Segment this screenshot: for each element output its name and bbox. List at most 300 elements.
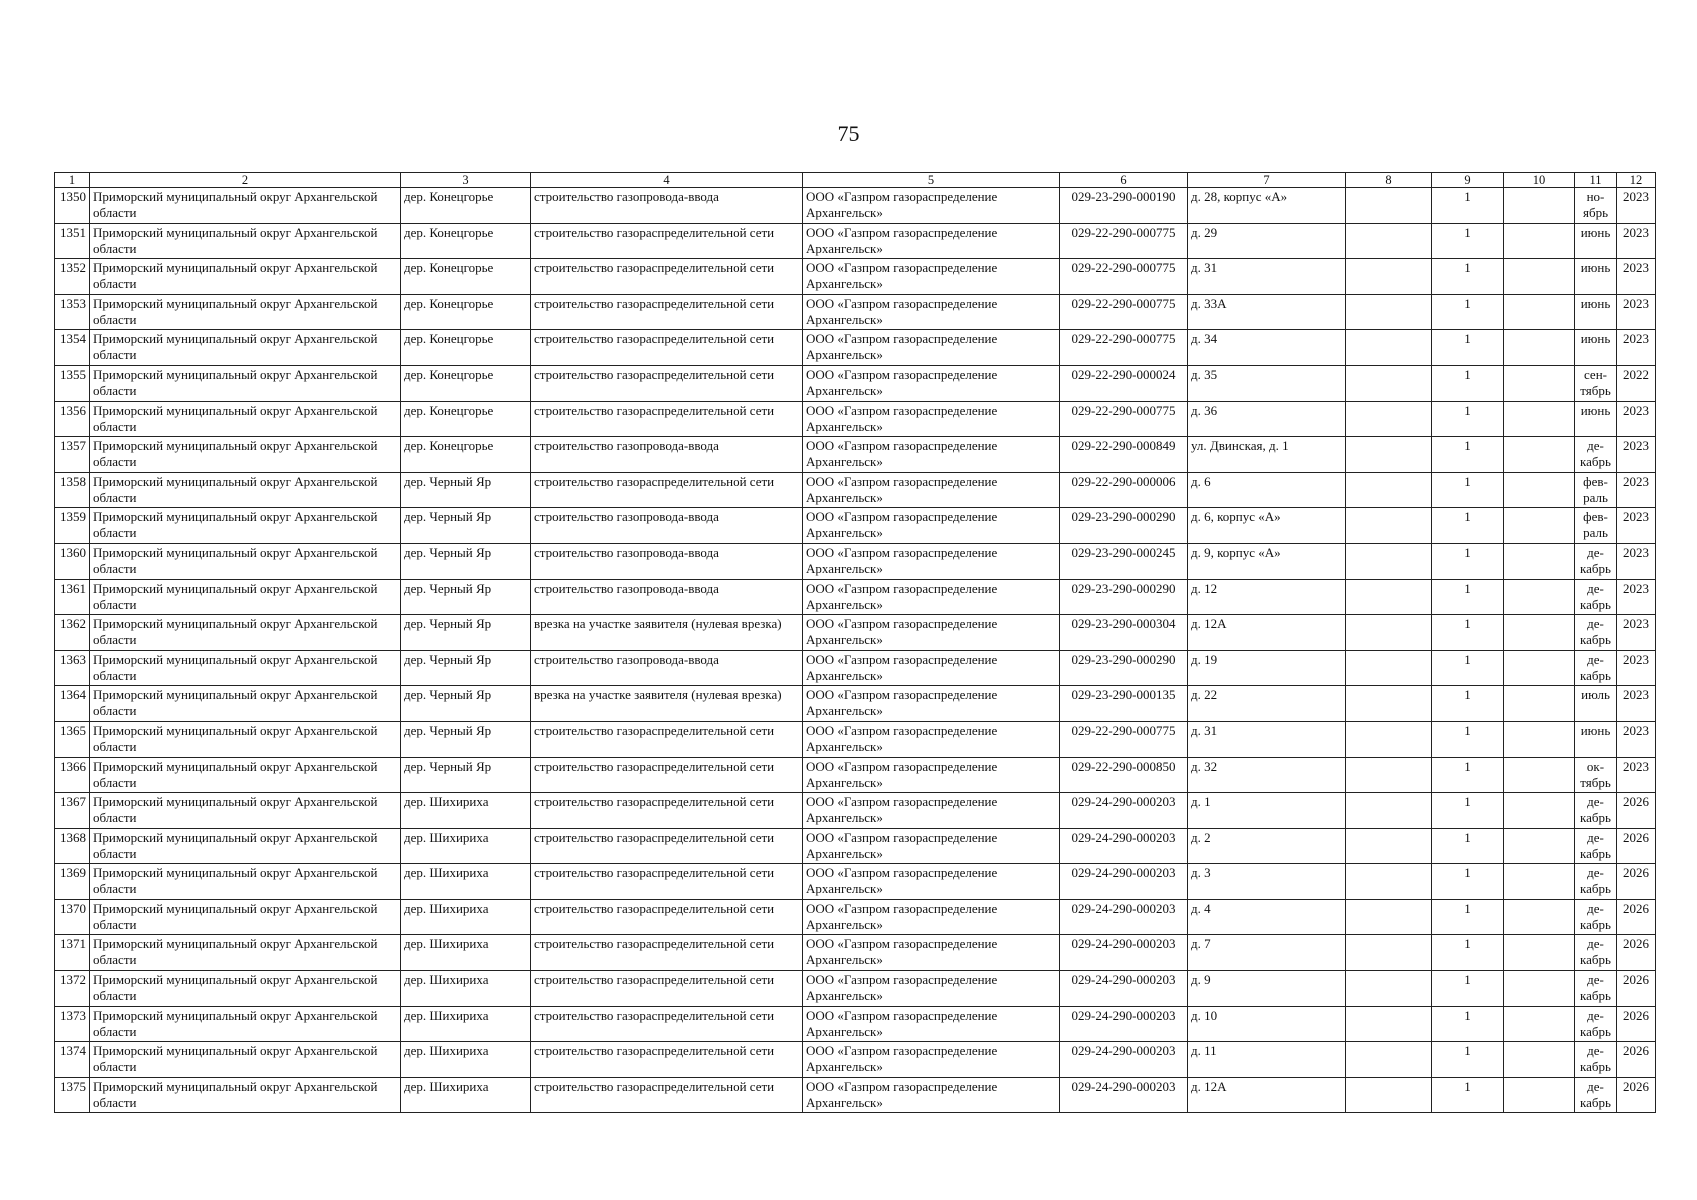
month-cell: но-ябрь [1575, 188, 1617, 224]
month-cell: де-кабрь [1575, 971, 1617, 1007]
row-number-cell: 1366 [55, 757, 90, 793]
col10-cell [1504, 365, 1575, 401]
col8-cell [1346, 793, 1432, 829]
address-cell: д. 31 [1188, 721, 1346, 757]
quantity-cell: 1 [1432, 935, 1504, 971]
work-type-cell: строительство газораспределительной сети [531, 1077, 803, 1113]
work-type-cell: строительство газопровода-ввода [531, 508, 803, 544]
col10-cell [1504, 757, 1575, 793]
district-cell: Приморский муниципальный округ Архангельской области [90, 757, 401, 793]
code-cell: 029-23-290-000190 [1060, 188, 1188, 224]
row-number-cell: 1369 [55, 864, 90, 900]
organization-cell: ООО «Газпром газораспределение Архангельск» [803, 899, 1060, 935]
code-cell: 029-23-290-000304 [1060, 615, 1188, 651]
col8-cell [1346, 508, 1432, 544]
col8-cell [1346, 650, 1432, 686]
year-cell: 2023 [1617, 472, 1656, 508]
column-header: 12 [1617, 173, 1656, 188]
code-cell: 029-22-290-000775 [1060, 259, 1188, 295]
organization-cell: ООО «Газпром газораспределение Архангельск» [803, 615, 1060, 651]
district-cell: Приморский муниципальный округ Архангельской области [90, 579, 401, 615]
code-cell: 029-23-290-000290 [1060, 508, 1188, 544]
col8-cell [1346, 757, 1432, 793]
year-cell: 2022 [1617, 365, 1656, 401]
district-cell: Приморский муниципальный округ Архангельской области [90, 1077, 401, 1113]
code-cell: 029-24-290-000203 [1060, 899, 1188, 935]
organization-cell: ООО «Газпром газораспределение Архангельск» [803, 259, 1060, 295]
address-cell: д. 19 [1188, 650, 1346, 686]
col8-cell [1346, 188, 1432, 224]
month-cell: де-кабрь [1575, 793, 1617, 829]
address-cell: д. 1 [1188, 793, 1346, 829]
settlement-cell: дер. Шихириха [401, 1077, 531, 1113]
month-cell: фев-раль [1575, 472, 1617, 508]
district-cell: Приморский муниципальный округ Архангельской области [90, 330, 401, 366]
col8-cell [1346, 294, 1432, 330]
month-cell: де-кабрь [1575, 437, 1617, 473]
organization-cell: ООО «Газпром газораспределение Архангельск» [803, 437, 1060, 473]
table-row [55, 793, 1656, 829]
code-cell: 029-23-290-000135 [1060, 686, 1188, 722]
address-cell: д. 9, корпус «А» [1188, 543, 1346, 579]
col10-cell [1504, 899, 1575, 935]
table-row [55, 1006, 1656, 1042]
month-cell: сен-тябрь [1575, 365, 1617, 401]
year-cell: 2026 [1617, 1042, 1656, 1078]
col8-cell [1346, 686, 1432, 722]
quantity-cell: 1 [1432, 401, 1504, 437]
col10-cell [1504, 864, 1575, 900]
col8-cell [1346, 1006, 1432, 1042]
organization-cell: ООО «Газпром газораспределение Архангельск» [803, 508, 1060, 544]
row-number-cell: 1372 [55, 971, 90, 1007]
address-cell: д. 9 [1188, 971, 1346, 1007]
year-cell: 2023 [1617, 223, 1656, 259]
table-row [55, 508, 1656, 544]
month-cell: де-кабрь [1575, 650, 1617, 686]
work-type-cell: строительство газораспределительной сети [531, 401, 803, 437]
table-row [55, 650, 1656, 686]
row-number-cell: 1367 [55, 793, 90, 829]
organization-cell: ООО «Газпром газораспределение Архангельск» [803, 971, 1060, 1007]
settlement-cell: дер. Черный Яр [401, 508, 531, 544]
settlement-cell: дер. Черный Яр [401, 579, 531, 615]
settlement-cell: дер. Конецгорье [401, 330, 531, 366]
column-header: 11 [1575, 173, 1617, 188]
row-number-cell: 1362 [55, 615, 90, 651]
code-cell: 029-22-290-000775 [1060, 721, 1188, 757]
district-cell: Приморский муниципальный округ Архангельской области [90, 188, 401, 224]
year-cell: 2026 [1617, 971, 1656, 1007]
settlement-cell: дер. Черный Яр [401, 615, 531, 651]
month-cell: де-кабрь [1575, 1077, 1617, 1113]
year-cell: 2026 [1617, 828, 1656, 864]
district-cell: Приморский муниципальный округ Архангельской области [90, 1006, 401, 1042]
quantity-cell: 1 [1432, 650, 1504, 686]
address-cell: д. 12А [1188, 1077, 1346, 1113]
code-cell: 029-23-290-000290 [1060, 579, 1188, 615]
organization-cell: ООО «Газпром газораспределение Архангельск» [803, 472, 1060, 508]
address-cell: д. 31 [1188, 259, 1346, 295]
quantity-cell: 1 [1432, 365, 1504, 401]
work-type-cell: строительство газораспределительной сети [531, 330, 803, 366]
district-cell: Приморский муниципальный округ Архангельской области [90, 793, 401, 829]
row-number-cell: 1350 [55, 188, 90, 224]
table-row [55, 1042, 1656, 1078]
district-cell: Приморский муниципальный округ Архангельской области [90, 1042, 401, 1078]
code-cell: 029-24-290-000203 [1060, 971, 1188, 1007]
settlement-cell: дер. Шихириха [401, 828, 531, 864]
month-cell: июнь [1575, 294, 1617, 330]
district-cell: Приморский муниципальный округ Архангельской области [90, 828, 401, 864]
work-type-cell: строительство газораспределительной сети [531, 828, 803, 864]
settlement-cell: дер. Черный Яр [401, 543, 531, 579]
month-cell: де-кабрь [1575, 864, 1617, 900]
year-cell: 2023 [1617, 650, 1656, 686]
table-row [55, 579, 1656, 615]
table-row [55, 828, 1656, 864]
quantity-cell: 1 [1432, 864, 1504, 900]
work-type-cell: строительство газораспределительной сети [531, 365, 803, 401]
year-cell: 2023 [1617, 437, 1656, 473]
code-cell: 029-22-290-000775 [1060, 223, 1188, 259]
settlement-cell: дер. Черный Яр [401, 472, 531, 508]
month-cell: июнь [1575, 330, 1617, 366]
month-cell: июнь [1575, 401, 1617, 437]
column-header: 2 [90, 173, 401, 188]
col8-cell [1346, 828, 1432, 864]
quantity-cell: 1 [1432, 508, 1504, 544]
col10-cell [1504, 1006, 1575, 1042]
settlement-cell: дер. Конецгорье [401, 294, 531, 330]
col10-cell [1504, 472, 1575, 508]
year-cell: 2023 [1617, 508, 1656, 544]
year-cell: 2023 [1617, 188, 1656, 224]
code-cell: 029-22-290-000775 [1060, 294, 1188, 330]
work-type-cell: строительство газораспределительной сети [531, 472, 803, 508]
organization-cell: ООО «Газпром газораспределение Архангельск» [803, 401, 1060, 437]
row-number-cell: 1363 [55, 650, 90, 686]
col10-cell [1504, 686, 1575, 722]
table-row [55, 1077, 1656, 1113]
address-cell: д. 12А [1188, 615, 1346, 651]
district-cell: Приморский муниципальный округ Архангельской области [90, 899, 401, 935]
quantity-cell: 1 [1432, 330, 1504, 366]
district-cell: Приморский муниципальный округ Архангельской области [90, 686, 401, 722]
col10-cell [1504, 650, 1575, 686]
quantity-cell: 1 [1432, 828, 1504, 864]
work-type-cell: строительство газопровода-ввода [531, 650, 803, 686]
district-cell: Приморский муниципальный округ Архангельской области [90, 401, 401, 437]
table-body [55, 188, 1656, 1113]
quantity-cell: 1 [1432, 793, 1504, 829]
row-number-cell: 1361 [55, 579, 90, 615]
district-cell: Приморский муниципальный округ Архангельской области [90, 864, 401, 900]
district-cell: Приморский муниципальный округ Архангельской области [90, 615, 401, 651]
district-cell: Приморский муниципальный округ Архангельской области [90, 543, 401, 579]
address-cell: д. 12 [1188, 579, 1346, 615]
column-header: 4 [531, 173, 803, 188]
table-row [55, 543, 1656, 579]
table-row [55, 899, 1656, 935]
column-number-row [55, 173, 1656, 188]
quantity-cell: 1 [1432, 1077, 1504, 1113]
address-cell: д. 11 [1188, 1042, 1346, 1078]
quantity-cell: 1 [1432, 472, 1504, 508]
col10-cell [1504, 1042, 1575, 1078]
organization-cell: ООО «Газпром газораспределение Архангельск» [803, 543, 1060, 579]
settlement-cell: дер. Шихириха [401, 1006, 531, 1042]
code-cell: 029-24-290-000203 [1060, 828, 1188, 864]
district-cell: Приморский муниципальный округ Архангельской области [90, 472, 401, 508]
table-row [55, 188, 1656, 224]
column-header: 6 [1060, 173, 1188, 188]
code-cell: 029-22-290-000775 [1060, 330, 1188, 366]
col8-cell [1346, 721, 1432, 757]
code-cell: 029-23-290-000245 [1060, 543, 1188, 579]
col8-cell [1346, 579, 1432, 615]
organization-cell: ООО «Газпром газораспределение Архангельск» [803, 721, 1060, 757]
settlement-cell: дер. Конецгорье [401, 437, 531, 473]
row-number-cell: 1375 [55, 1077, 90, 1113]
row-number-cell: 1365 [55, 721, 90, 757]
month-cell: де-кабрь [1575, 1006, 1617, 1042]
year-cell: 2023 [1617, 721, 1656, 757]
work-type-cell: врезка на участке заявителя (нулевая врезка) [531, 615, 803, 651]
column-header: 1 [55, 173, 90, 188]
row-number-cell: 1371 [55, 935, 90, 971]
col10-cell [1504, 793, 1575, 829]
quantity-cell: 1 [1432, 579, 1504, 615]
address-cell: д. 3 [1188, 864, 1346, 900]
col10-cell [1504, 294, 1575, 330]
organization-cell: ООО «Газпром газораспределение Архангельск» [803, 294, 1060, 330]
year-cell: 2023 [1617, 401, 1656, 437]
quantity-cell: 1 [1432, 437, 1504, 473]
district-cell: Приморский муниципальный округ Архангельской области [90, 508, 401, 544]
col10-cell [1504, 971, 1575, 1007]
month-cell: де-кабрь [1575, 935, 1617, 971]
table-row [55, 223, 1656, 259]
quantity-cell: 1 [1432, 899, 1504, 935]
row-number-cell: 1354 [55, 330, 90, 366]
table-row [55, 472, 1656, 508]
code-cell: 029-24-290-000203 [1060, 935, 1188, 971]
organization-cell: ООО «Газпром газораспределение Архангельск» [803, 935, 1060, 971]
address-cell: д. 10 [1188, 1006, 1346, 1042]
row-number-cell: 1357 [55, 437, 90, 473]
col10-cell [1504, 935, 1575, 971]
month-cell: июль [1575, 686, 1617, 722]
settlement-cell: дер. Черный Яр [401, 686, 531, 722]
col8-cell [1346, 259, 1432, 295]
year-cell: 2026 [1617, 899, 1656, 935]
organization-cell: ООО «Газпром газораспределение Архангельск» [803, 223, 1060, 259]
year-cell: 2026 [1617, 1006, 1656, 1042]
register-table [54, 172, 1656, 1113]
col8-cell [1346, 1077, 1432, 1113]
month-cell: де-кабрь [1575, 899, 1617, 935]
code-cell: 029-24-290-000203 [1060, 1042, 1188, 1078]
row-number-cell: 1360 [55, 543, 90, 579]
col8-cell [1346, 971, 1432, 1007]
organization-cell: ООО «Газпром газораспределение Архангельск» [803, 1006, 1060, 1042]
row-number-cell: 1352 [55, 259, 90, 295]
table-row [55, 757, 1656, 793]
table-row [55, 330, 1656, 366]
work-type-cell: строительство газопровода-ввода [531, 543, 803, 579]
table-row [55, 721, 1656, 757]
month-cell: де-кабрь [1575, 543, 1617, 579]
address-cell: д. 7 [1188, 935, 1346, 971]
table-row [55, 437, 1656, 473]
work-type-cell: строительство газораспределительной сети [531, 294, 803, 330]
year-cell: 2026 [1617, 793, 1656, 829]
table-row [55, 294, 1656, 330]
month-cell: июнь [1575, 259, 1617, 295]
col8-cell [1346, 615, 1432, 651]
organization-cell: ООО «Газпром газораспределение Архангельск» [803, 1042, 1060, 1078]
address-cell: ул. Двинская, д. 1 [1188, 437, 1346, 473]
row-number-cell: 1358 [55, 472, 90, 508]
work-type-cell: врезка на участке заявителя (нулевая врезка) [531, 686, 803, 722]
quantity-cell: 1 [1432, 615, 1504, 651]
col8-cell [1346, 401, 1432, 437]
settlement-cell: дер. Конецгорье [401, 401, 531, 437]
month-cell: фев-раль [1575, 508, 1617, 544]
year-cell: 2023 [1617, 615, 1656, 651]
district-cell: Приморский муниципальный округ Архангельской области [90, 223, 401, 259]
settlement-cell: дер. Шихириха [401, 899, 531, 935]
col10-cell [1504, 330, 1575, 366]
year-cell: 2026 [1617, 1077, 1656, 1113]
col10-cell [1504, 437, 1575, 473]
col10-cell [1504, 828, 1575, 864]
month-cell: июнь [1575, 721, 1617, 757]
quantity-cell: 1 [1432, 1006, 1504, 1042]
col10-cell [1504, 579, 1575, 615]
column-header: 5 [803, 173, 1060, 188]
organization-cell: ООО «Газпром газораспределение Архангельск» [803, 365, 1060, 401]
col8-cell [1346, 223, 1432, 259]
code-cell: 029-24-290-000203 [1060, 1006, 1188, 1042]
code-cell: 029-22-290-000849 [1060, 437, 1188, 473]
column-header: 3 [401, 173, 531, 188]
quantity-cell: 1 [1432, 543, 1504, 579]
district-cell: Приморский муниципальный округ Архангельской области [90, 650, 401, 686]
row-number-cell: 1359 [55, 508, 90, 544]
code-cell: 029-24-290-000203 [1060, 793, 1188, 829]
col8-cell [1346, 472, 1432, 508]
quantity-cell: 1 [1432, 294, 1504, 330]
quantity-cell: 1 [1432, 971, 1504, 1007]
table-row [55, 259, 1656, 295]
quantity-cell: 1 [1432, 686, 1504, 722]
address-cell: д. 33А [1188, 294, 1346, 330]
col8-cell [1346, 437, 1432, 473]
row-number-cell: 1374 [55, 1042, 90, 1078]
organization-cell: ООО «Газпром газораспределение Архангельск» [803, 757, 1060, 793]
organization-cell: ООО «Газпром газораспределение Архангельск» [803, 793, 1060, 829]
address-cell: д. 6 [1188, 472, 1346, 508]
district-cell: Приморский муниципальный округ Архангельской области [90, 365, 401, 401]
month-cell: де-кабрь [1575, 615, 1617, 651]
col10-cell [1504, 401, 1575, 437]
settlement-cell: дер. Черный Яр [401, 757, 531, 793]
work-type-cell: строительство газораспределительной сети [531, 793, 803, 829]
table-row [55, 935, 1656, 971]
address-cell: д. 4 [1188, 899, 1346, 935]
settlement-cell: дер. Шихириха [401, 864, 531, 900]
settlement-cell: дер. Конецгорье [401, 365, 531, 401]
col8-cell [1346, 899, 1432, 935]
year-cell: 2026 [1617, 935, 1656, 971]
row-number-cell: 1373 [55, 1006, 90, 1042]
district-cell: Приморский муниципальный округ Архангельской области [90, 721, 401, 757]
row-number-cell: 1370 [55, 899, 90, 935]
month-cell: де-кабрь [1575, 579, 1617, 615]
settlement-cell: дер. Шихириха [401, 1042, 531, 1078]
district-cell: Приморский муниципальный округ Архангельской области [90, 437, 401, 473]
code-cell: 029-24-290-000203 [1060, 1077, 1188, 1113]
settlement-cell: дер. Черный Яр [401, 721, 531, 757]
col8-cell [1346, 935, 1432, 971]
column-header: 8 [1346, 173, 1432, 188]
settlement-cell: дер. Шихириха [401, 935, 531, 971]
col8-cell [1346, 330, 1432, 366]
work-type-cell: строительство газораспределительной сети [531, 757, 803, 793]
col8-cell [1346, 543, 1432, 579]
organization-cell: ООО «Газпром газораспределение Архангельск» [803, 686, 1060, 722]
work-type-cell: строительство газопровода-ввода [531, 437, 803, 473]
organization-cell: ООО «Газпром газораспределение Архангельск» [803, 330, 1060, 366]
row-number-cell: 1356 [55, 401, 90, 437]
row-number-cell: 1364 [55, 686, 90, 722]
column-header: 7 [1188, 173, 1346, 188]
organization-cell: ООО «Газпром газораспределение Архангельск» [803, 188, 1060, 224]
row-number-cell: 1351 [55, 223, 90, 259]
address-cell: д. 6, корпус «А» [1188, 508, 1346, 544]
work-type-cell: строительство газораспределительной сети [531, 259, 803, 295]
col10-cell [1504, 615, 1575, 651]
quantity-cell: 1 [1432, 259, 1504, 295]
table-row [55, 401, 1656, 437]
col10-cell [1504, 721, 1575, 757]
settlement-cell: дер. Конецгорье [401, 259, 531, 295]
column-header: 10 [1504, 173, 1575, 188]
district-cell: Приморский муниципальный округ Архангельской области [90, 294, 401, 330]
col10-cell [1504, 188, 1575, 224]
col10-cell [1504, 543, 1575, 579]
month-cell: июнь [1575, 223, 1617, 259]
settlement-cell: дер. Шихириха [401, 971, 531, 1007]
settlement-cell: дер. Конецгорье [401, 188, 531, 224]
month-cell: ок-тябрь [1575, 757, 1617, 793]
table-row [55, 864, 1656, 900]
address-cell: д. 22 [1188, 686, 1346, 722]
address-cell: д. 36 [1188, 401, 1346, 437]
month-cell: де-кабрь [1575, 1042, 1617, 1078]
address-cell: д. 32 [1188, 757, 1346, 793]
col10-cell [1504, 1077, 1575, 1113]
code-cell: 029-22-290-000024 [1060, 365, 1188, 401]
col10-cell [1504, 508, 1575, 544]
address-cell: д. 2 [1188, 828, 1346, 864]
address-cell: д. 28, корпус «А» [1188, 188, 1346, 224]
year-cell: 2023 [1617, 259, 1656, 295]
code-cell: 029-24-290-000203 [1060, 864, 1188, 900]
work-type-cell: строительство газораспределительной сети [531, 223, 803, 259]
